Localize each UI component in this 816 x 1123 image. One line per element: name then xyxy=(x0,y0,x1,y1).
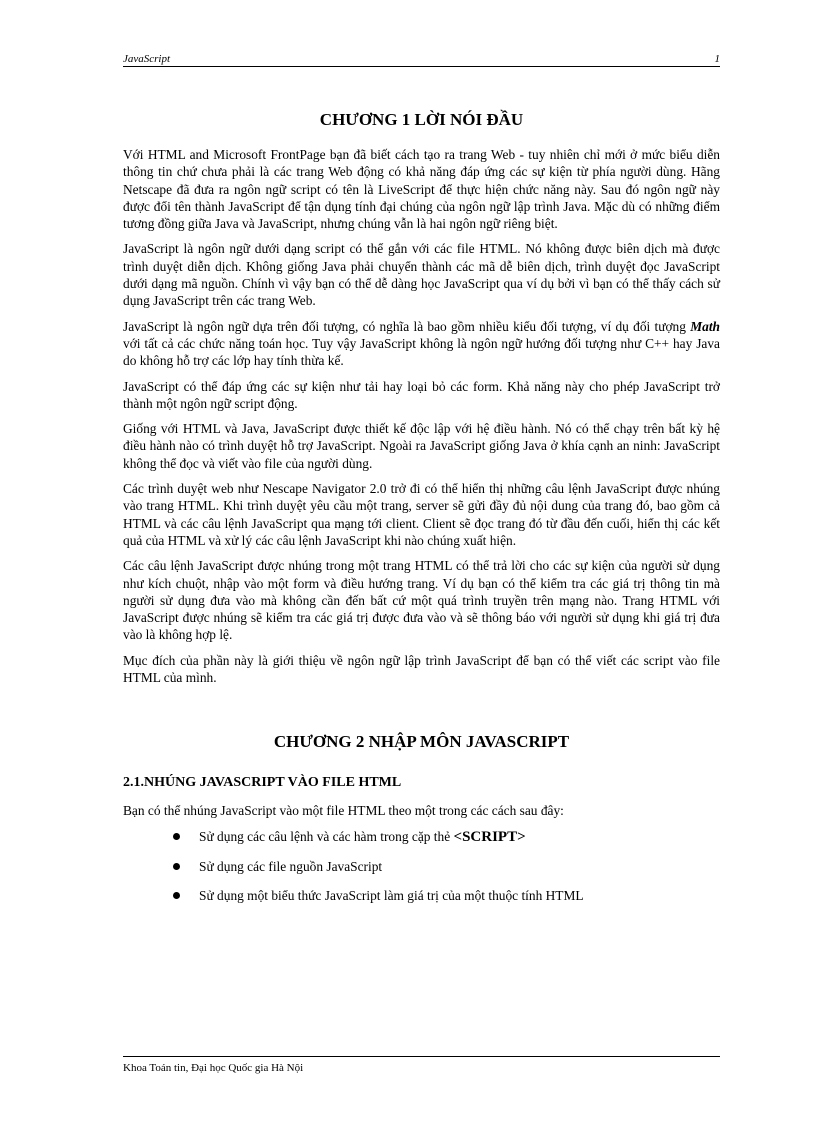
page-number: 1 xyxy=(714,53,720,65)
paragraph: Với HTML and Microsoft FrontPage bạn đã biết cách tạo ra trang Web - tuy nhiên chỉ mới ở mức biểu diễn thông tin chứ chưa phải là các trang Web động có khả năng đáp ứng các sự kiện từ phía người dùng. Hãng Netscape đã đưa ra ngôn ngữ script có tên là LiveScript để thực hiện chức năng này. Sau đó ngôn ngữ này được đổi tên thành JavaScript để tận dụng tính đại chúng của ngôn ngữ lập trình Java. Mặc dù có những điểm tương đồng giữa Java và JavaScript, nhưng chúng vẫn là hai ngôn ngữ riêng biệt. xyxy=(123,147,720,232)
paragraph-text: với tất cả các chức năng toán học. Tuy vậy JavaScript không là ngôn ngữ hướng đối tượng như C++ hay Java do không hỗ trợ các lớp hay tính thừa kế. xyxy=(123,335,720,369)
embed-methods-list xyxy=(123,828,720,904)
paragraph: Các câu lệnh JavaScript được nhúng trong một trang HTML có thể trả lời cho các sự kiện của người sử dụng như kích chuột, nhập vào một form và điều hướng trang. Ví dụ bạn có thể kiểm tra các giá trị thông tin mà người sử dụng đưa vào mà không cần đến bất cứ một quá trình truyền trên mạng nào. Trang HTML với JavaScript được nhúng sẽ kiểm tra các giá trị được đưa vào và sẽ thông báo với người sử dụng khi giá trị đưa vào là không hợp lệ. xyxy=(123,558,720,643)
script-tag-text: <SCRIPT> xyxy=(453,828,526,845)
page-footer xyxy=(123,1056,720,1075)
bullet-icon xyxy=(173,892,180,899)
bullet-icon xyxy=(173,863,180,870)
bullet-icon xyxy=(173,833,180,840)
chapter-2-title: CHƯƠNG 2 NHẬP MÔN JAVASCRIPT xyxy=(273,732,570,752)
paragraph: Mục đích của phần này là giới thiệu về ngôn ngữ lập trình JavaScript để bạn có thể viết các script vào file HTML của mình. xyxy=(123,652,720,686)
paragraph: Bạn có thể nhúng JavaScript vào một file HTML theo một trong các cách sau đây: xyxy=(123,803,564,819)
paragraph: Các trình duyệt web như Nescape Navigator 2.0 trở đi có thể hiển thị những câu lệnh JavaScript được nhúng vào trang HTML. Khi trình duyệt yêu cầu một trang, server sẽ gửi đầy đủ nội dung của trang đó, bao gồm cả HTML và các câu lệnh JavaScript qua mạng tới client. Client sẽ đọc trang đó từ đầu đến cuối, hiển thị các kết quả của HTML và xử lý các câu lệnh JavaScript khi nào chúng xuất hiện. xyxy=(123,481,720,548)
list-item-text: Sử dụng một biểu thức JavaScript làm giá trị của một thuộc tính HTML xyxy=(199,887,584,903)
list-item-text: Sử dụng các câu lệnh và các hàm trong cặp thẻ xyxy=(199,828,454,844)
chapter-1-title: CHƯƠNG 1 LỜI NÓI ĐẦU xyxy=(319,110,524,129)
paragraph: JavaScript có thể đáp ứng các sự kiện như tải hay loại bỏ các form. Khả năng này cho phép JavaScript trở thành một ngôn ngữ script động. xyxy=(123,378,720,411)
list-item xyxy=(123,887,720,904)
page-header xyxy=(123,52,720,67)
list-item xyxy=(123,858,720,875)
paragraph xyxy=(123,318,720,370)
paragraph: Giống với HTML và Java, JavaScript được thiết kế độc lập với hệ điều hành. Nó có thể chạy trên bất kỳ hệ điều hành nào có trình duyệt hỗ trợ JavaScript. Ngoài ra JavaScript giống Java ở khía cạnh an ninh: JavaScript không thể đọc và viết vào file của người dùng. xyxy=(123,421,720,471)
paragraph-text: JavaScript là ngôn ngữ dựa trên đối tượng, có nghĩa là bao gồm nhiều kiểu đối tượng, ví dụ đối tượng xyxy=(123,318,691,334)
list-item xyxy=(123,828,720,846)
paragraph: JavaScript là ngôn ngữ dưới dạng script có thể gắn với các file HTML. Nó không được biên dịch mà được trình duyệt diễn dịch. Không giống Java phải chuyển thành các mã dễ biên dịch, trình duyệt đọc JavaScript dưới dạng mã nguồn. Chính vì vậy bạn có thể dễ dàng học JavaScript qua ví dụ bởi vì bạn có thể thấy cách sử dụng JavaScript trên các trang Web. xyxy=(123,241,720,309)
list-item-text: Sử dụng các file nguồn JavaScript xyxy=(199,858,383,874)
footer-text: Khoa Toán tin, Đại học Quốc gia Hà Nội xyxy=(123,1062,304,1074)
math-object-emphasis: Math xyxy=(690,318,720,334)
header-title: JavaScript xyxy=(123,53,171,65)
page-content xyxy=(123,108,720,916)
section-title: 2.1.NHÚNG JAVASCRIPT VÀO FILE HTML xyxy=(123,775,402,791)
